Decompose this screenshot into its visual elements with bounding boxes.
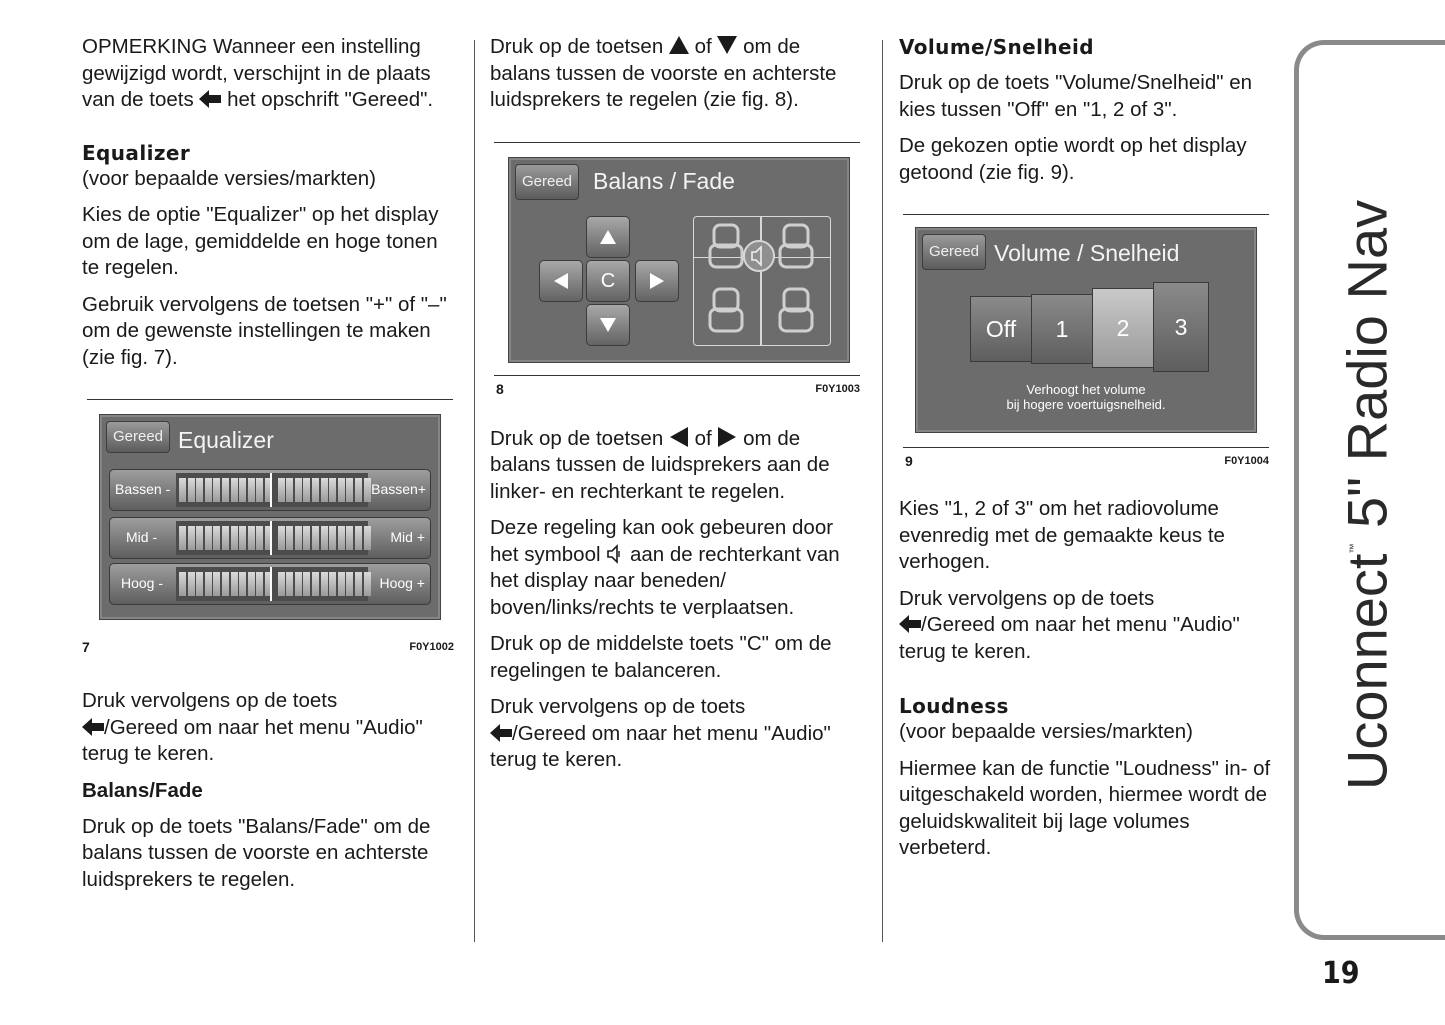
- eq-segment: [205, 478, 212, 502]
- eq-segment: [256, 572, 263, 596]
- eq-segment: [364, 478, 371, 502]
- equalizer-subtitle: (voor bepaalde versies/markten): [82, 166, 376, 190]
- eq-segment: [303, 526, 310, 550]
- eq-segment: [278, 478, 285, 502]
- figure-8: [494, 142, 860, 376]
- column-divider-1: [474, 40, 475, 942]
- down-triangle-icon: [600, 318, 616, 332]
- volume-hint-1: Verhoogt het volume: [1026, 382, 1146, 397]
- figure-7-number: 7: [82, 639, 90, 655]
- eq-segment: [239, 478, 246, 502]
- eq-segment: [312, 478, 319, 502]
- back-arrow-icon: [490, 724, 512, 742]
- seat-front-left-icon: [708, 223, 744, 271]
- back-arrow-icon: [199, 90, 221, 108]
- symbol-paragraph: Deze regeling kan ook gebeuren door het symbool aan de rechterkant van het display naar beneden/ boven/links/rechts te verplaatsen.: [490, 516, 840, 619]
- eq-segment: [303, 478, 310, 502]
- figure-9-code: F0Y1004: [1224, 455, 1269, 467]
- eq-segment: [231, 526, 238, 550]
- volume-option-2[interactable]: 2: [1092, 288, 1154, 368]
- column-1: [82, 34, 454, 903]
- eq-segment: [346, 572, 353, 596]
- eq-segment: [188, 526, 195, 550]
- up-button[interactable]: [586, 216, 630, 258]
- speaker-icon: [606, 544, 624, 564]
- eq-segment: [196, 478, 203, 502]
- note-paragraph: OPMERKING Wanneer een instelling gewijzigd wordt, verschijnt in de plaats van de toets het opschrift "Gereed".: [82, 35, 434, 111]
- gereed-button[interactable]: Gereed: [922, 234, 986, 270]
- eq-segment: [346, 526, 353, 550]
- down-triangle-icon: [717, 35, 737, 55]
- balans-paragraph: Druk op de toets "Balans/Fade" om de balans tussen de voorste en achterste luidsprekers te regelen.: [82, 814, 431, 891]
- equalizer-heading: Equalizer: [82, 140, 191, 165]
- equalizer-screen: [99, 414, 441, 620]
- eq-segment: [239, 526, 246, 550]
- mid-minus-label[interactable]: Mid -: [126, 529, 158, 545]
- eq-segment: [338, 526, 345, 550]
- eq-segment: [355, 526, 362, 550]
- eq-segment: [188, 478, 195, 502]
- eq-segment: [278, 526, 285, 550]
- seat-front-right-icon: [778, 223, 814, 271]
- center-paragraph: Druk op de middelste toets "C" om de regelingen te balanceren.: [490, 632, 832, 682]
- eq-segment: [312, 572, 319, 596]
- volume-screen: [915, 227, 1257, 433]
- eq-segment: [222, 478, 229, 502]
- balans-screen: [508, 157, 850, 363]
- eq-segment: [179, 572, 186, 596]
- eq-row-mid[interactable]: [109, 517, 431, 559]
- eq-segment: [231, 478, 238, 502]
- eq-segment: [346, 478, 353, 502]
- eq-segment: [355, 572, 362, 596]
- eq-segment: [205, 572, 212, 596]
- eq-segment: [364, 572, 371, 596]
- eq-segment: [213, 572, 220, 596]
- eq-segment: [278, 572, 285, 596]
- seat-rear-right-icon: [778, 287, 814, 335]
- eq-segment: [321, 572, 328, 596]
- eq-segment: [329, 572, 336, 596]
- volume-hint-2: bij hogere voertuigsnelheid.: [1006, 397, 1166, 412]
- eq-segment: [286, 478, 293, 502]
- eq-segment: [295, 572, 302, 596]
- figure-8-caption: [490, 380, 860, 398]
- right-triangle-icon: [717, 427, 737, 447]
- seat-layout[interactable]: [693, 216, 831, 346]
- eq-bars-mid[interactable]: [176, 521, 368, 555]
- down-button[interactable]: [586, 304, 630, 346]
- eq-segment: [329, 526, 336, 550]
- eq-segment: [222, 572, 229, 596]
- hoog-plus-label[interactable]: Hoog +: [379, 575, 425, 591]
- column-3: [899, 34, 1271, 872]
- column-2: [490, 34, 862, 784]
- figure-8-code: F0Y1003: [815, 382, 860, 395]
- back-paragraph: Druk vervolgens op de toets /Gereed om naar het menu "Audio" terug te keren.: [82, 689, 423, 765]
- eq-segment: [248, 478, 255, 502]
- eq-segment: [196, 572, 203, 596]
- center-button[interactable]: C: [586, 260, 630, 302]
- mid-plus-label[interactable]: Mid +: [390, 529, 425, 545]
- leftright-paragraph: Druk op de toetsen of om de balans tussen de luidsprekers aan de linker- en rechterkant te regelen.: [490, 426, 830, 503]
- volume-heading: Volume/Snelheid: [899, 35, 1094, 59]
- eq-segment: [256, 478, 263, 502]
- equalizer-screen-title: Equalizer: [178, 427, 274, 453]
- eq-segment: [239, 572, 246, 596]
- eq-segment: [256, 526, 263, 550]
- balans-heading: Balans/Fade: [82, 778, 203, 802]
- speaker-position-icon[interactable]: [742, 239, 776, 273]
- eq-segment: [338, 572, 345, 596]
- eq-segment: [213, 526, 220, 550]
- figure-7-caption: [82, 638, 454, 656]
- eq-segment: [329, 478, 336, 502]
- volume-option-off[interactable]: Off: [970, 296, 1032, 362]
- column-divider-2: [882, 40, 883, 942]
- eq-center-marker: [270, 567, 272, 601]
- left-button[interactable]: [539, 260, 583, 302]
- eq-segment: [196, 526, 203, 550]
- up-triangle-icon: [669, 35, 689, 55]
- eq-segment: [338, 478, 345, 502]
- seat-rear-left-icon: [708, 287, 744, 335]
- bassen-minus-label[interactable]: Bassen -: [115, 481, 171, 497]
- eq-segment: [231, 572, 238, 596]
- eq-bars-hoog[interactable]: [176, 567, 368, 601]
- figure-9: [903, 214, 1269, 448]
- eq-bars-bassen[interactable]: [176, 473, 368, 507]
- figure-7-code: F0Y1002: [409, 641, 454, 653]
- eq-segment: [205, 526, 212, 550]
- figure-9-caption: [899, 452, 1269, 470]
- eq-segment: [295, 526, 302, 550]
- eq-row-hoog[interactable]: [109, 563, 431, 605]
- back-arrow-icon: [82, 718, 104, 736]
- figure-7: [87, 399, 453, 634]
- equalizer-paragraph-2: Gebruik vervolgens de toetsen "+" of "–" om de gewenste instellingen te maken (zie fig. 7).: [82, 292, 447, 369]
- eq-segment: [179, 526, 186, 550]
- eq-segment: [188, 572, 195, 596]
- bassen-plus-label[interactable]: Bassen+: [371, 481, 426, 497]
- eq-segment: [222, 526, 229, 550]
- volume-screen-title: Volume / Snelheid: [994, 240, 1180, 266]
- eq-segment: [286, 572, 293, 596]
- eq-segment: [179, 478, 186, 502]
- figure-8-number: 8: [496, 380, 504, 397]
- figure-9-number: 9: [905, 453, 913, 469]
- eq-segment: [312, 526, 319, 550]
- eq-segment: [364, 526, 371, 550]
- volume-option-1[interactable]: 1: [1031, 294, 1093, 364]
- equalizer-paragraph-1: Kies de optie "Equalizer" op het display om de lage, gemiddelde en hoge tonen te regelen.: [82, 203, 439, 279]
- back-arrow-icon: [899, 615, 921, 633]
- updown-paragraph: Druk op de toetsen of om de balans tussen de voorste en achterste luidsprekers te regelen (zie fig. 8).: [490, 35, 837, 111]
- gereed-button[interactable]: Gereed: [106, 421, 170, 453]
- back-paragraph-3: Druk vervolgens op de toets /Gereed om naar het menu "Audio" terug te keren.: [899, 586, 1240, 663]
- hoog-minus-label[interactable]: Hoog -: [121, 575, 164, 591]
- eq-segment: [213, 478, 220, 502]
- left-triangle-icon: [669, 427, 689, 447]
- page-number: 19: [1322, 956, 1360, 991]
- volume-paragraph-2: De gekozen optie wordt op het display getoond (zie fig. 9).: [899, 134, 1247, 184]
- eq-row-bassen[interactable]: [109, 469, 431, 511]
- loudness-subtitle: (voor bepaalde versies/markten): [899, 720, 1193, 743]
- back-paragraph-2: Druk vervolgens op de toets /Gereed om naar het menu "Audio" terug te keren.: [490, 695, 831, 771]
- gereed-button[interactable]: Gereed: [515, 164, 579, 200]
- up-triangle-icon: [600, 230, 616, 244]
- loudness-paragraph: Hiermee kan de functie "Loudness" in- of uitgeschakeld worden, hiermee wordt de geluidskwaliteit bij lage volumes verbeterd.: [899, 756, 1271, 859]
- volume-paragraph-1: Druk op de toets "Volume/Snelheid" en kies tussen "Off" en "1, 2 of 3".: [899, 71, 1253, 121]
- eq-center-marker: [270, 521, 272, 555]
- eq-segment: [321, 526, 328, 550]
- right-button[interactable]: [635, 260, 679, 302]
- eq-segment: [355, 478, 362, 502]
- eq-segment: [286, 526, 293, 550]
- balans-screen-title: Balans / Fade: [593, 167, 735, 194]
- right-triangle-icon: [650, 273, 664, 289]
- chapter-title: Uconnect™ 5" Radio Nav: [1335, 199, 1399, 791]
- eq-segment: [303, 572, 310, 596]
- eq-segment: [295, 478, 302, 502]
- left-triangle-icon: [554, 273, 568, 289]
- eq-center-marker: [270, 473, 272, 507]
- eq-segment: [248, 526, 255, 550]
- eq-segment: [321, 478, 328, 502]
- volume-option-3[interactable]: 3: [1153, 282, 1209, 372]
- volume-paragraph-3: Kies "1, 2 of 3" om het radiovolume evenredig met de gemaakte keus te verhogen.: [899, 497, 1225, 573]
- loudness-heading: Loudness: [899, 694, 1009, 718]
- eq-segment: [248, 572, 255, 596]
